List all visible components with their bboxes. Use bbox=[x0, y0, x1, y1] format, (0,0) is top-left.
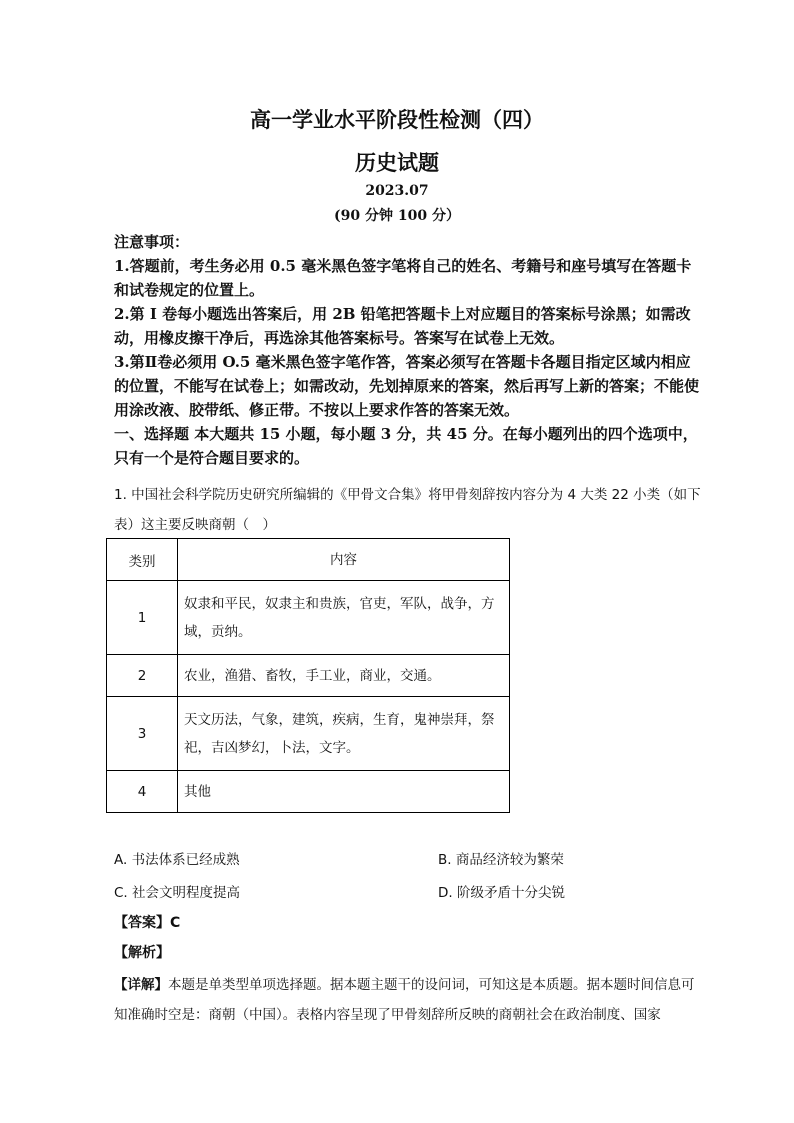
option-a: A. 书法体系已经成熟 bbox=[114, 852, 240, 868]
note-item-1: 1.答题前，考生务必用 0.5 毫米黑色签字笔将自己的姓名、考籍号和座号填写在答题卡和试卷规定的位置上。 bbox=[114, 257, 692, 299]
note-item-2: 2.第 I 卷每小题选出答案后，用 2B 铅笔把答题卡上对应题目的答案标号涂黑；如需改动，用橡皮擦干净后，再选涂其他答案标号。答案写在试卷上无效。 bbox=[114, 305, 691, 347]
table-cell-category: 1 bbox=[107, 581, 178, 655]
table-cell-content: 奴隶和平民，奴隶主和贵族，官吏，军队，战争，方域，贡纳。 bbox=[178, 581, 510, 655]
table-header-category: 类别 bbox=[107, 539, 178, 581]
option-b: B. 商品经济较为繁荣 bbox=[438, 852, 564, 868]
detail-label: 【详解】 bbox=[114, 977, 168, 993]
table-row bbox=[107, 655, 510, 697]
table-cell-category: 3 bbox=[107, 697, 178, 771]
question-stem: 1. 中国社会科学院历史研究所编辑的《甲骨文合集》将甲骨刻辞按内容分为 4 大类 22 小类（如下表）这主要反映商朝（ ） bbox=[114, 487, 701, 533]
content-table bbox=[106, 538, 510, 813]
table-cell-category: 2 bbox=[107, 655, 178, 697]
table-row bbox=[107, 697, 510, 771]
subject-title: 历史试题 bbox=[355, 150, 439, 175]
notes-heading: 注意事项： bbox=[114, 233, 190, 251]
table-header-content: 内容 bbox=[178, 539, 510, 581]
section-instruction: 一、选择题 本大题共 15 小题，每小题 3 分，共 45 分。在每小题列出的四个选项中，只有一个是符合题目要求的。 bbox=[114, 425, 698, 467]
analysis-label: 【解析】 bbox=[114, 945, 170, 961]
answer-line: 【答案】C bbox=[114, 915, 181, 931]
note-item-3: 3.第Ⅱ卷必须用 O.5 毫米黑色签字笔作答，答案必须写在答题卡各题目指定区域内相应的位置，不能写在试卷上；如需改动，先划掉原来的答案，然后再写上新的答案；不能使用涂改液、胶带纸、修正带。不按以上要求作答的答案无效。 bbox=[114, 353, 700, 419]
table-cell-content: 其他 bbox=[178, 771, 510, 813]
table-cell-content: 农业，渔猎、畜牧，手工业，商业，交通。 bbox=[178, 655, 510, 697]
table-header-row bbox=[107, 539, 510, 581]
table-cell-category: 4 bbox=[107, 771, 178, 813]
table-row bbox=[107, 771, 510, 813]
table-cell-content: 天文历法，气象，建筑，疾病，生育，鬼神崇拜，祭祀，吉凶梦幻，卜法，文字。 bbox=[178, 697, 510, 771]
table-row bbox=[107, 581, 510, 655]
option-d: D. 阶级矛盾十分尖锐 bbox=[438, 885, 565, 901]
detail-text: 本题是单类型单项选择题。据本题主题干的设问词，可知这是本质题。据本题时间信息可知准确时空是：商朝（中国）。表格内容呈现了甲骨刻辞所反映的商朝社会在政治制度、国家 bbox=[114, 977, 695, 1023]
exam-duration: (90 分钟 100 分） bbox=[334, 208, 460, 224]
detail-paragraph bbox=[114, 970, 704, 1030]
option-c: C. 社会文明程度提高 bbox=[114, 885, 241, 901]
exam-title: 高一学业水平阶段性检测（四） bbox=[250, 107, 544, 132]
exam-date: 2023.07 bbox=[365, 183, 429, 199]
notes-section bbox=[114, 230, 704, 470]
